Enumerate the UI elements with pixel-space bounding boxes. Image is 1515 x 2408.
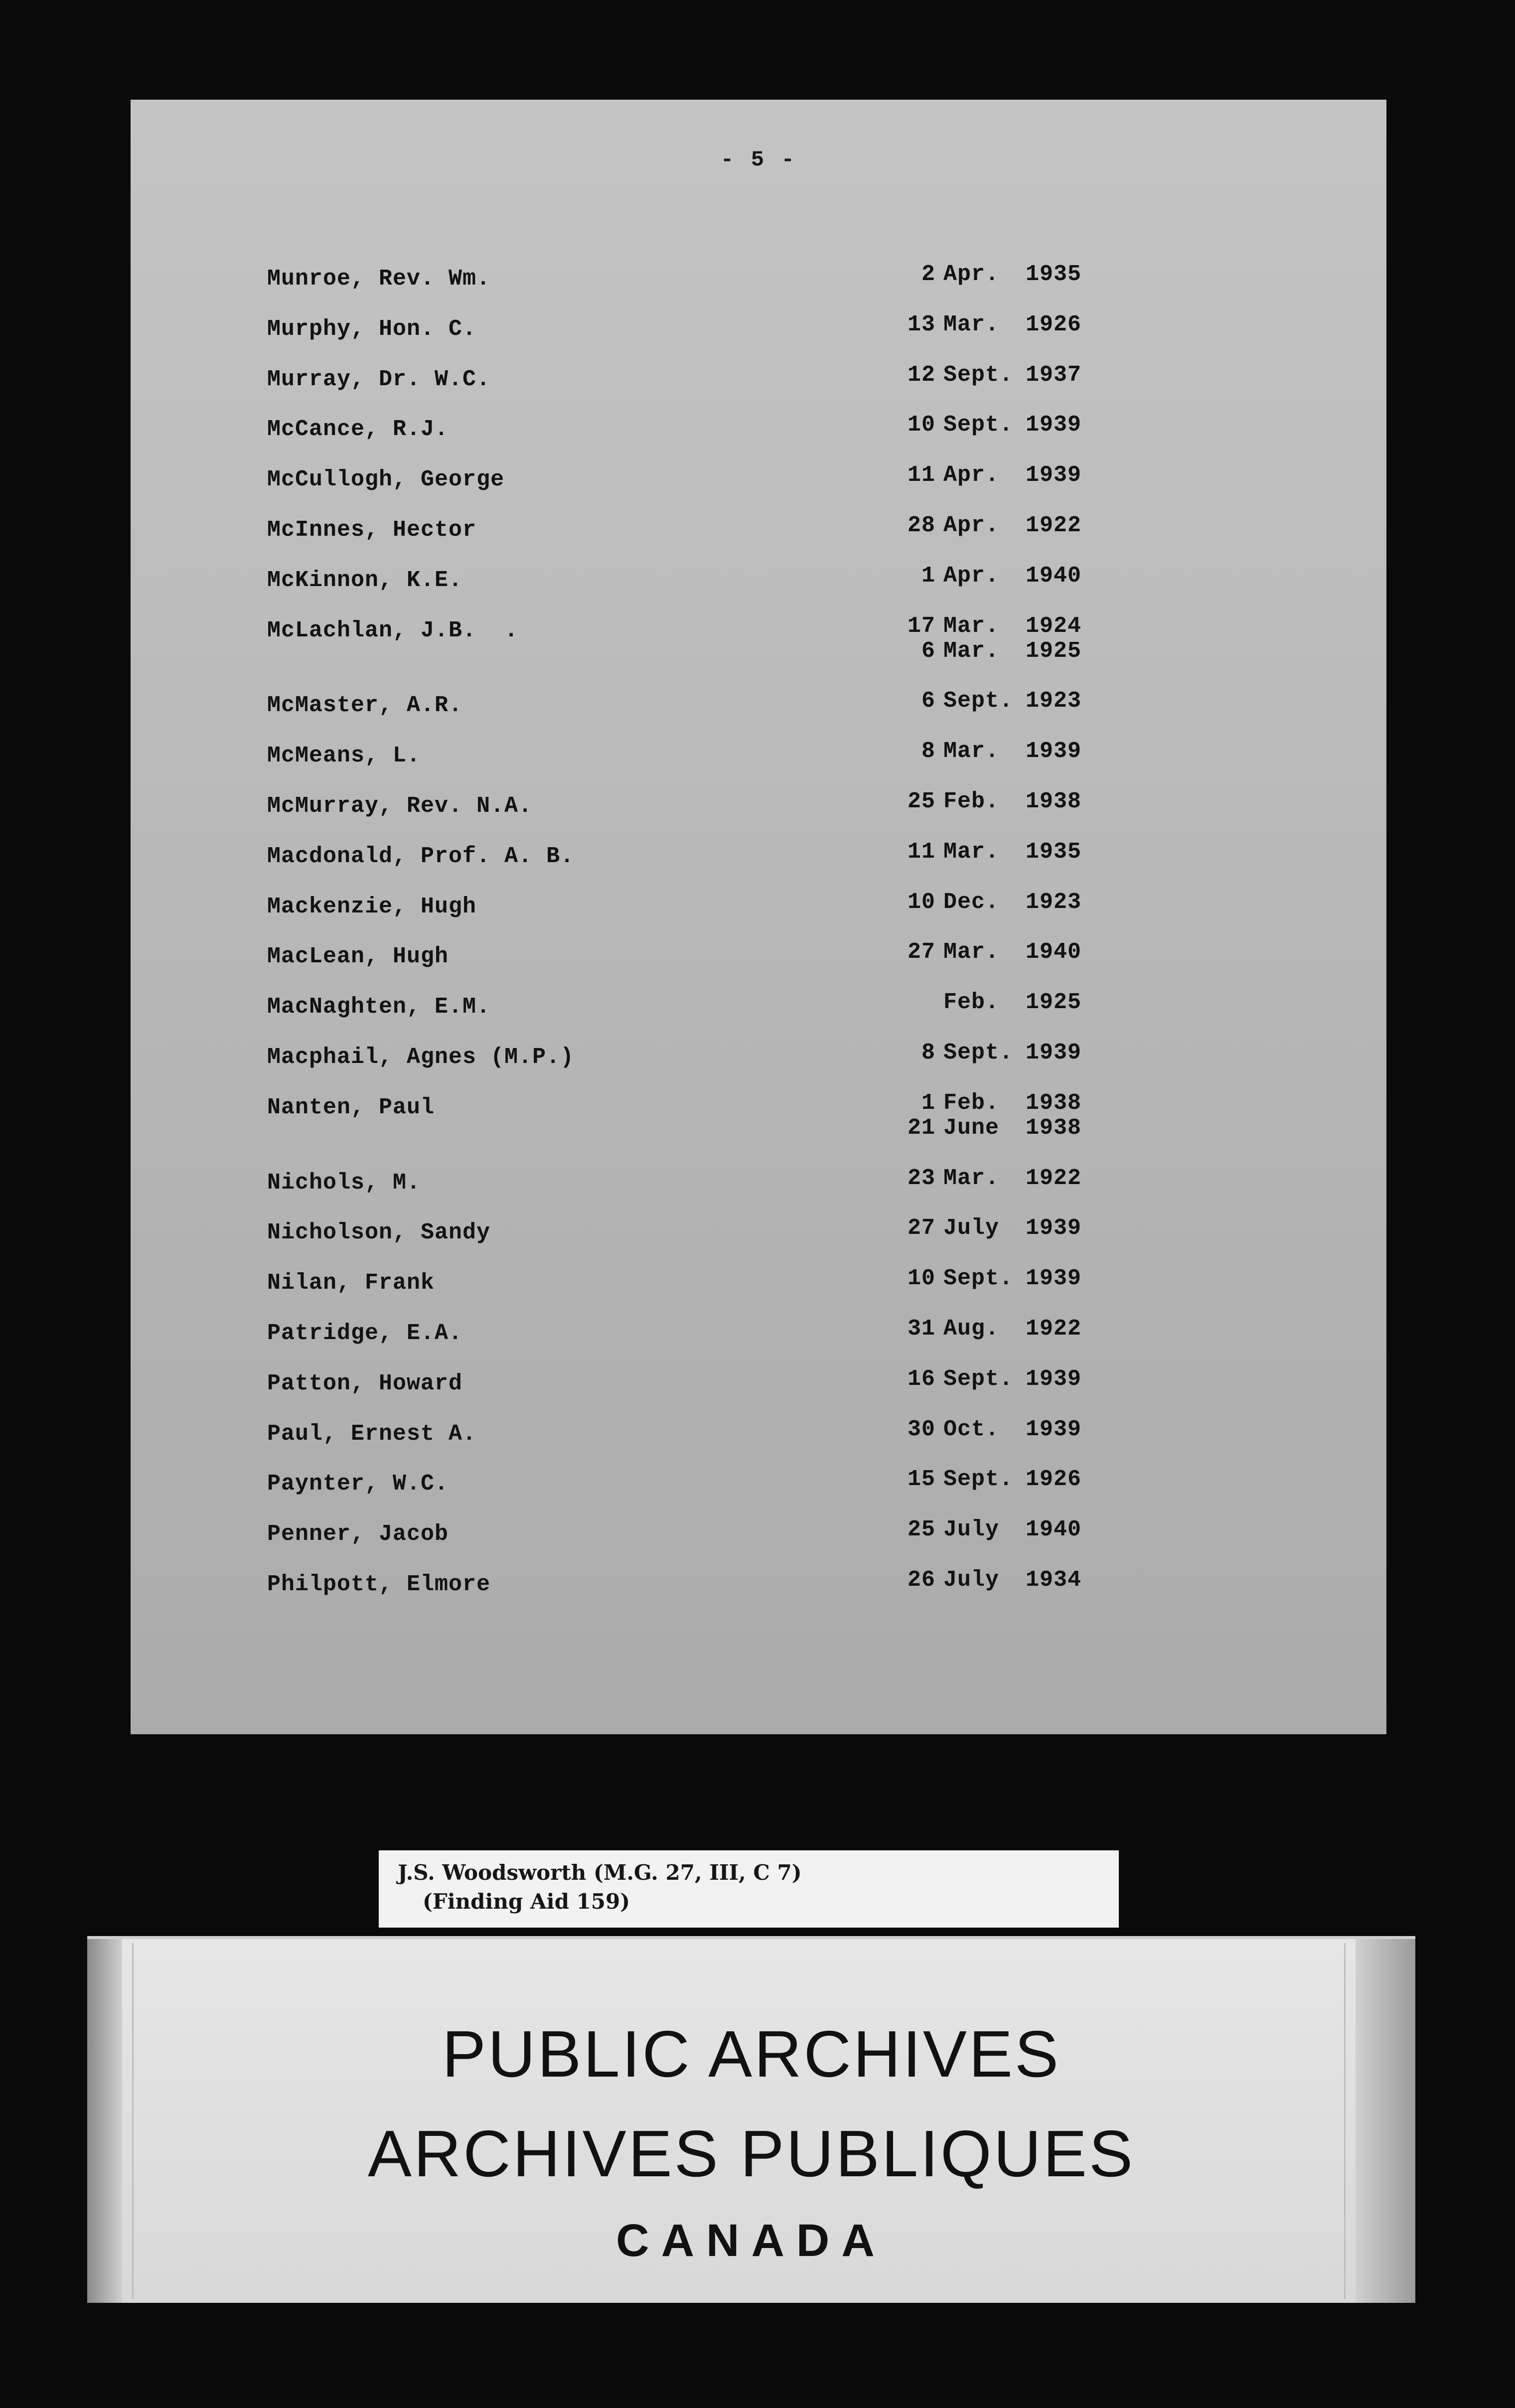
entry-date <box>906 1091 1085 1116</box>
date-day: 10 <box>907 1266 935 1291</box>
date-day: 11 <box>907 462 935 488</box>
entry-name: Philpott, Elmore <box>267 1572 491 1597</box>
entry-date <box>906 890 1085 915</box>
entry-name: Nilan, Frank <box>267 1270 435 1296</box>
entry-name: McMeans, L. <box>267 743 421 768</box>
date-year: 1924 <box>1026 613 1082 639</box>
entry-date <box>906 990 1085 1015</box>
date-year: 1939 <box>1026 739 1082 764</box>
date-month: Mar. <box>943 613 1000 639</box>
date-year: 1922 <box>1026 1166 1082 1191</box>
entry-date <box>906 1166 1085 1191</box>
entry-date <box>906 1041 1085 1065</box>
date-month: Apr. <box>943 262 1000 287</box>
entry-dates <box>906 689 1085 714</box>
date-year: 1939 <box>1026 1215 1082 1241</box>
date-day: 13 <box>907 312 935 337</box>
date-day: 30 <box>907 1417 935 1442</box>
date-month: Feb. <box>943 1090 1000 1116</box>
entry-dates <box>906 1091 1085 1141</box>
date-month: July <box>943 1517 1000 1542</box>
date-month: Feb. <box>943 789 1000 814</box>
document-page <box>131 100 1386 1734</box>
entry-name: Paynter, W.C. <box>267 1471 449 1497</box>
date-month: Apr. <box>943 462 1000 488</box>
entry-name: Nicholson, Sandy <box>267 1220 491 1245</box>
date-day: 12 <box>907 362 935 388</box>
entry-dates <box>906 1041 1085 1065</box>
entry-date <box>906 513 1085 538</box>
date-month: June <box>943 1115 1000 1141</box>
entry-name: Murray, Dr. W.C. <box>267 367 491 392</box>
date-day: 23 <box>907 1166 935 1191</box>
date-year: 1923 <box>1026 688 1082 714</box>
date-month: Mar. <box>943 1166 1000 1191</box>
date-year: 1937 <box>1026 362 1082 388</box>
entry-name: Macdonald, Prof. A. B. <box>267 844 575 869</box>
date-day: 25 <box>907 789 935 814</box>
date-day: 1 <box>921 1090 935 1116</box>
date-year: 1935 <box>1026 262 1082 287</box>
date-month: Sept. <box>943 1467 1014 1492</box>
entry-dates <box>906 1367 1085 1392</box>
entry-dates <box>906 1417 1085 1442</box>
entry-date <box>906 1216 1085 1241</box>
entry-date <box>906 262 1085 287</box>
date-year: 1940 <box>1026 1517 1082 1542</box>
entry-date <box>906 789 1085 814</box>
date-month: July <box>943 1215 1000 1241</box>
entry-date <box>906 413 1085 438</box>
entry-date <box>906 1266 1085 1291</box>
entry-name: Murphy, Hon. C. <box>267 316 477 342</box>
entry-dates <box>906 739 1085 764</box>
date-month: Sept. <box>943 412 1014 438</box>
finding-aid-label <box>379 1850 1119 1928</box>
entry-date <box>906 639 1085 664</box>
entry-dates <box>906 513 1085 538</box>
date-month: Mar. <box>943 638 1000 664</box>
entry-date <box>906 689 1085 714</box>
date-day: 10 <box>907 890 935 915</box>
entry-name: McInnes, Hector <box>267 517 477 543</box>
entry-date <box>906 1467 1085 1492</box>
date-day: 8 <box>921 739 935 764</box>
entry-date <box>906 1568 1085 1593</box>
date-year: 1934 <box>1026 1567 1082 1593</box>
date-day: 15 <box>907 1467 935 1492</box>
date-year: 1939 <box>1026 1366 1082 1392</box>
date-month: Dec. <box>943 890 1000 915</box>
date-year: 1926 <box>1026 312 1082 337</box>
entry-name: McCance, R.J. <box>267 417 449 442</box>
entry-name: McKinnon, K.E. <box>267 568 463 593</box>
date-month: Sept. <box>943 688 1014 714</box>
entry-name: MacNaghten, E.M. <box>267 994 491 1020</box>
entry-dates <box>906 363 1085 388</box>
entry-name: Patridge, E.A. <box>267 1321 463 1346</box>
entry-dates <box>906 413 1085 438</box>
archives-title-french: ARCHIVES PUBLIQUES <box>367 2117 1135 2190</box>
date-month: Mar. <box>943 312 1000 337</box>
date-year: 1939 <box>1026 1266 1082 1291</box>
page-number: - 5 - <box>720 148 797 172</box>
entry-dates <box>906 990 1085 1015</box>
entry-date <box>906 463 1085 488</box>
entry-name: Nichols, M. <box>267 1170 421 1196</box>
date-month: July <box>943 1567 1000 1593</box>
date-year: 1926 <box>1026 1467 1082 1492</box>
archives-title-english: PUBLIC ARCHIVES <box>442 2017 1061 2091</box>
date-day: 17 <box>907 613 935 639</box>
date-day: 31 <box>907 1316 935 1342</box>
date-day: 21 <box>907 1115 935 1141</box>
entry-name: Penner, Jacob <box>267 1521 449 1547</box>
entry-dates <box>906 789 1085 814</box>
entry-name: McMaster, A.R. <box>267 693 463 718</box>
entry-name: Patton, Howard <box>267 1371 463 1396</box>
date-year: 1939 <box>1026 412 1082 438</box>
entry-date <box>906 1317 1085 1342</box>
entry-date <box>906 564 1085 589</box>
date-day: 25 <box>907 1517 935 1542</box>
entry-dates <box>906 1266 1085 1291</box>
entry-name: McCullogh, George <box>267 467 505 492</box>
entry-dates <box>906 463 1085 488</box>
entry-name: Paul, Ernest A. <box>267 1421 477 1447</box>
date-month: Feb. <box>943 990 1000 1015</box>
entry-name: McLachlan, J.B. . <box>267 618 519 643</box>
date-year: 1938 <box>1026 1090 1082 1116</box>
entry-dates <box>906 1517 1085 1542</box>
date-month: Oct. <box>943 1417 1000 1442</box>
entry-dates <box>906 840 1085 865</box>
entry-date <box>906 940 1085 965</box>
entry-date <box>906 614 1085 639</box>
entry-list <box>131 100 1386 1734</box>
entry-dates <box>906 1467 1085 1492</box>
date-day: 28 <box>907 513 935 538</box>
date-month: Apr. <box>943 563 1000 589</box>
date-month: Sept. <box>943 1040 1014 1065</box>
entry-date <box>906 1367 1085 1392</box>
date-month: Sept. <box>943 1266 1014 1291</box>
date-month: Sept. <box>943 362 1014 388</box>
entry-name: Munroe, Rev. Wm. <box>267 266 491 292</box>
date-year: 1922 <box>1026 513 1082 538</box>
date-month: Mar. <box>943 939 1000 965</box>
date-day: 27 <box>907 1215 935 1241</box>
finding-aid-collection: J.S. Woodsworth (M.G. 27, III, C 7) <box>398 1860 802 1885</box>
entry-dates <box>906 890 1085 915</box>
archives-card <box>87 1936 1415 2303</box>
entry-dates <box>906 564 1085 589</box>
date-month: Mar. <box>943 739 1000 764</box>
date-year: 1938 <box>1026 1115 1082 1141</box>
entry-name: Macphail, Agnes (M.P.) <box>267 1045 575 1070</box>
entry-date <box>906 840 1085 865</box>
entry-dates <box>906 1166 1085 1191</box>
date-month: Mar. <box>943 839 1000 865</box>
date-year: 1935 <box>1026 839 1082 865</box>
entry-dates <box>906 1216 1085 1241</box>
date-year: 1940 <box>1026 563 1082 589</box>
date-day: 8 <box>921 1040 935 1065</box>
archives-country: CANADA <box>616 2215 887 2266</box>
entry-date <box>906 1517 1085 1542</box>
entry-date <box>906 363 1085 388</box>
entry-date <box>906 1417 1085 1442</box>
entry-dates <box>906 1568 1085 1593</box>
date-month: Aug. <box>943 1316 1000 1342</box>
entry-name: Mackenzie, Hugh <box>267 894 477 919</box>
date-day: 27 <box>907 939 935 965</box>
entry-date <box>906 739 1085 764</box>
date-day: 26 <box>907 1567 935 1593</box>
entry-name: MacLean, Hugh <box>267 944 449 969</box>
entry-dates <box>906 312 1085 337</box>
date-day: 6 <box>921 638 935 664</box>
date-year: 1940 <box>1026 939 1082 965</box>
entry-dates <box>906 262 1085 287</box>
date-year: 1939 <box>1026 1040 1082 1065</box>
date-year: 1925 <box>1026 638 1082 664</box>
date-day: 1 <box>921 563 935 589</box>
date-month: Sept. <box>943 1366 1014 1392</box>
entry-dates <box>906 1317 1085 1342</box>
entry-name: McMurray, Rev. N.A. <box>267 793 533 819</box>
date-year: 1922 <box>1026 1316 1082 1342</box>
entry-dates <box>906 940 1085 965</box>
date-year: 1925 <box>1026 990 1082 1015</box>
entry-dates <box>906 614 1085 664</box>
date-month: Apr. <box>943 513 1000 538</box>
date-day: 6 <box>921 688 935 714</box>
entry-date <box>906 1116 1085 1141</box>
date-day: 11 <box>907 839 935 865</box>
entry-date <box>906 312 1085 337</box>
entry-name: Nanten, Paul <box>267 1095 435 1120</box>
date-day: 2 <box>921 262 935 287</box>
date-year: 1939 <box>1026 462 1082 488</box>
date-year: 1923 <box>1026 890 1082 915</box>
date-year: 1939 <box>1026 1417 1082 1442</box>
date-year: 1938 <box>1026 789 1082 814</box>
finding-aid-number: (Finding Aid 159) <box>423 1889 630 1914</box>
date-day: 10 <box>907 412 935 438</box>
date-day: 16 <box>907 1366 935 1392</box>
